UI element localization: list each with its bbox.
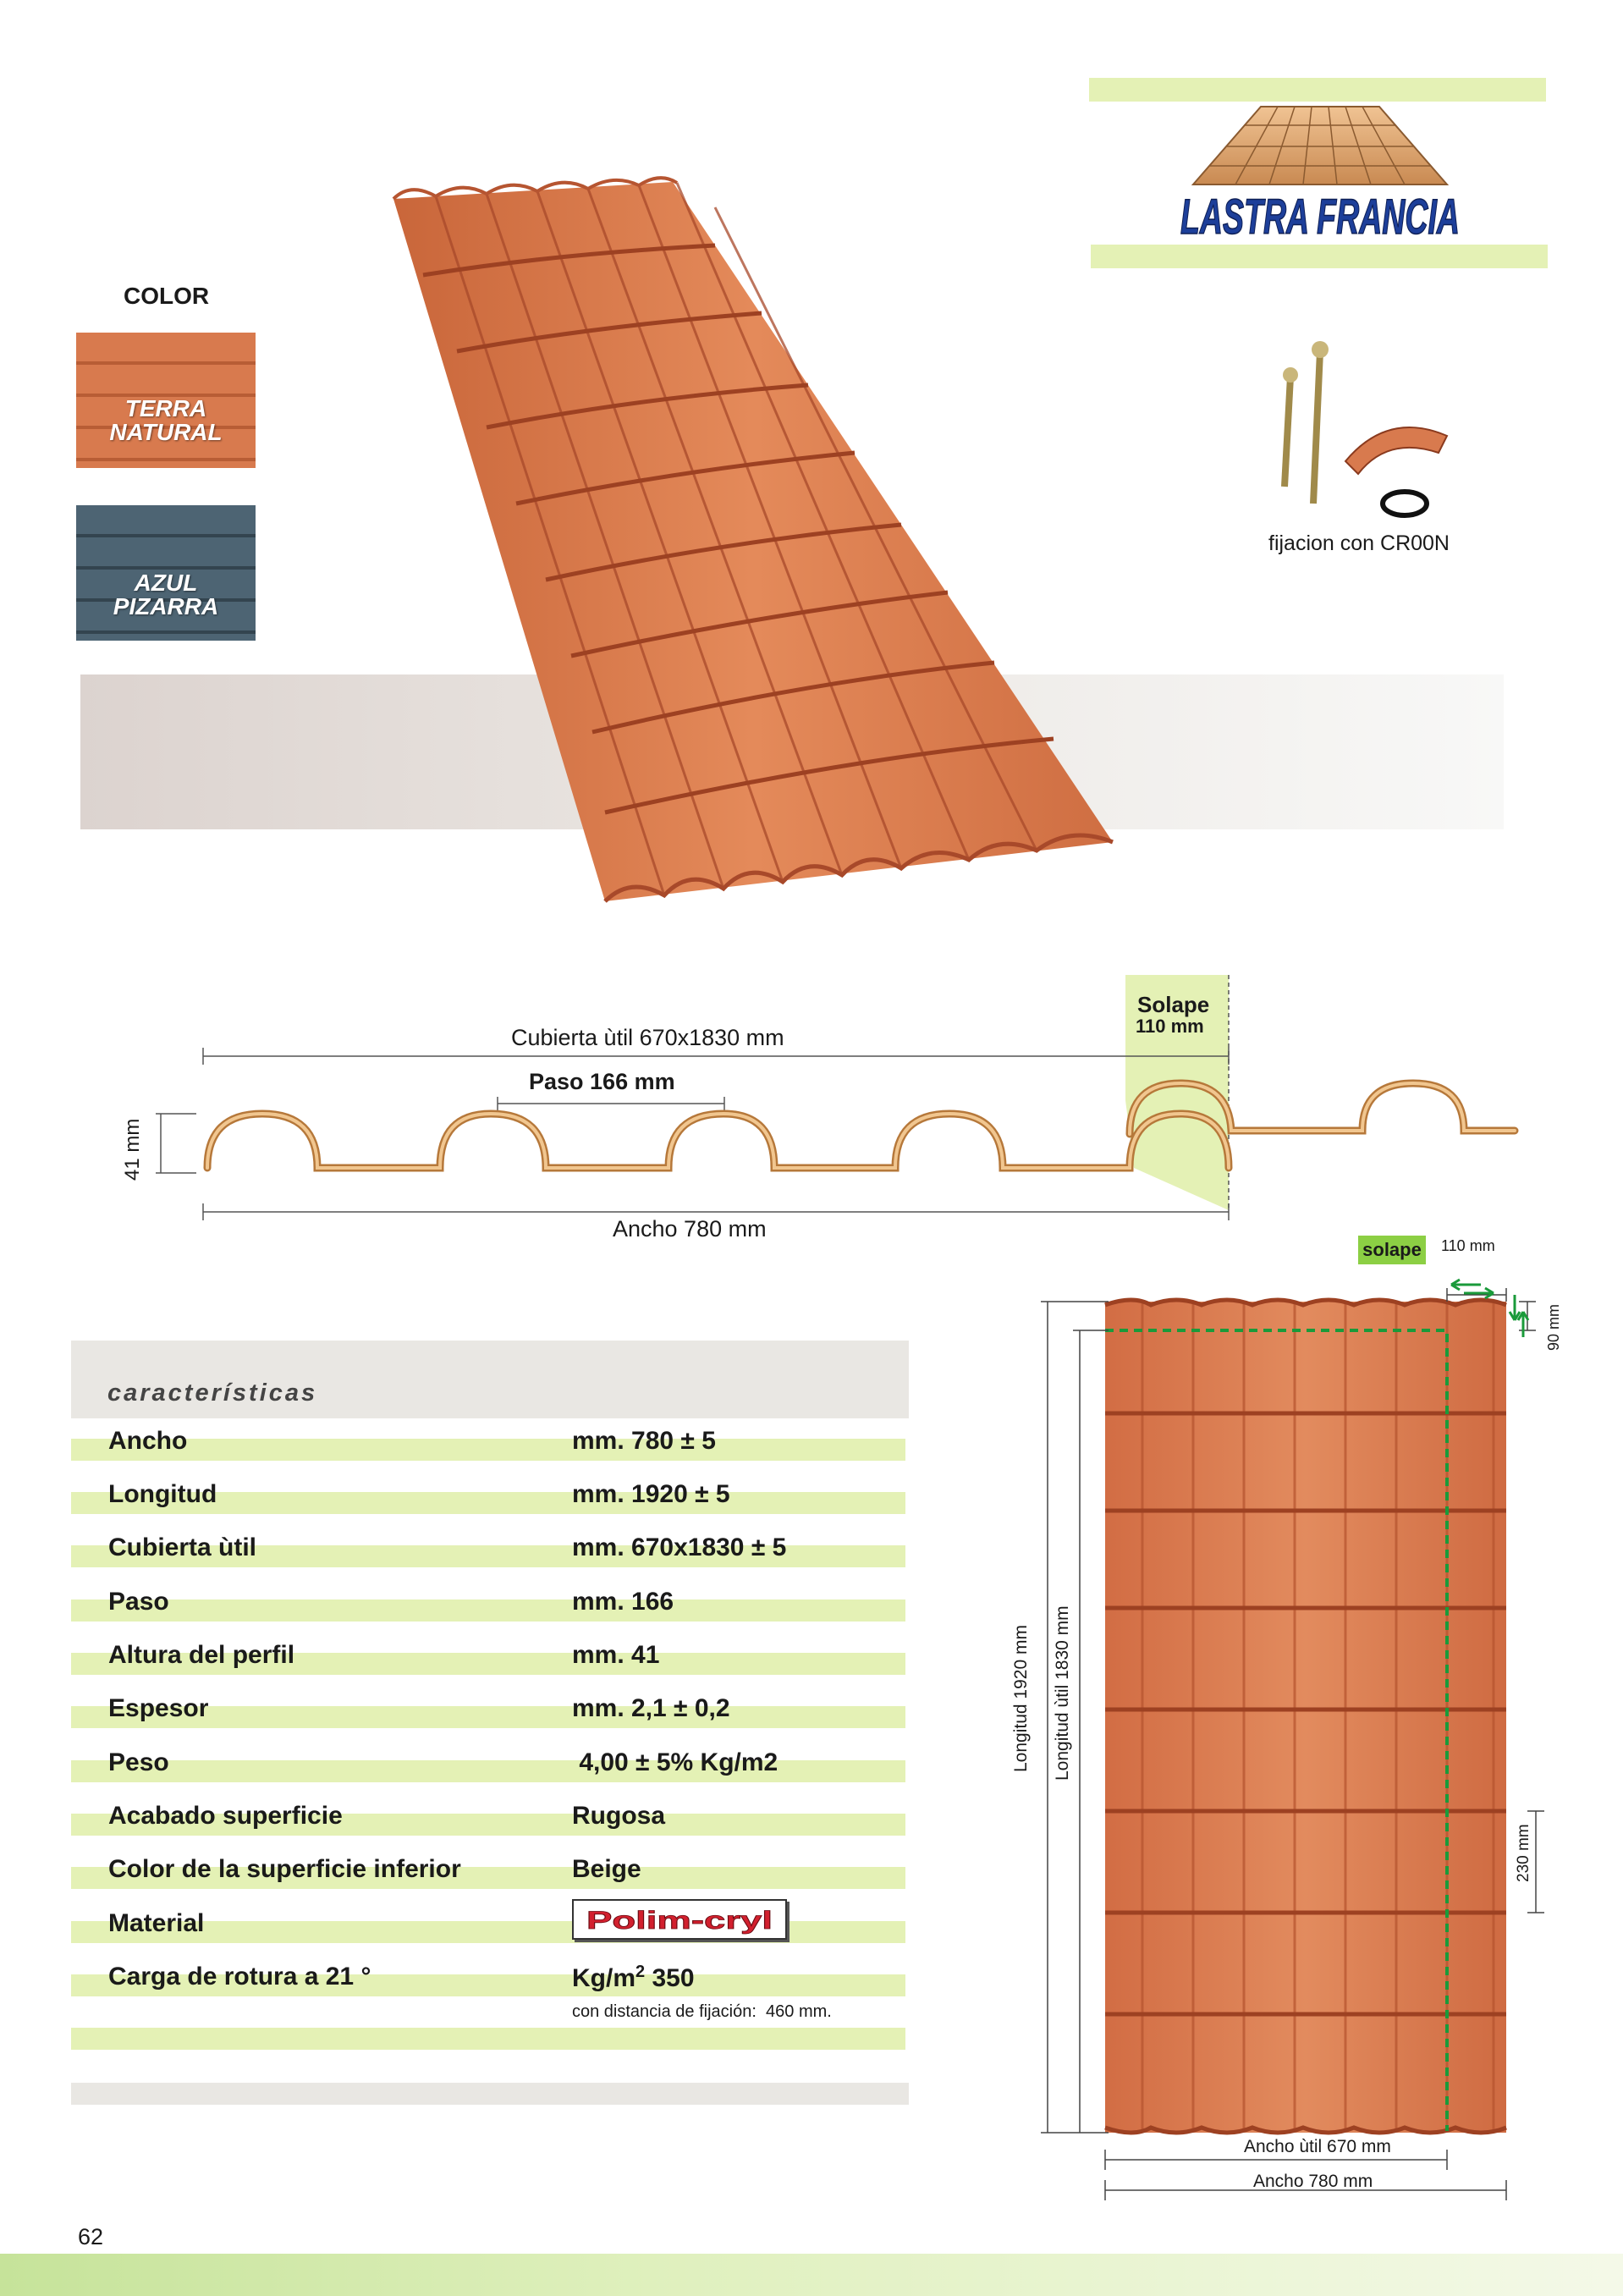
spec-label: Cubierta ùtil xyxy=(108,1533,257,1561)
fixing-hardware-image xyxy=(1252,326,1472,520)
logo-bar-bottom xyxy=(1091,245,1548,268)
swatch-terra-natural xyxy=(76,333,256,468)
spec-label: Paso xyxy=(108,1588,169,1616)
swatch-azul-line1: AZUL xyxy=(134,570,198,596)
spec-row xyxy=(71,1907,905,1943)
spec-row xyxy=(71,1588,905,1622)
spec-row xyxy=(71,1641,905,1675)
paso-dim: Paso 166 mm xyxy=(529,1069,675,1094)
step-dim: 230 mm xyxy=(1515,1824,1532,1882)
specs-heading: características xyxy=(107,1379,318,1407)
spec-label: Acabado superficie xyxy=(108,1802,343,1830)
spec-row xyxy=(71,1694,905,1728)
profile-diagram xyxy=(118,965,1523,1236)
cubierta-util-dim: Cubierta ùtil 670x1830 mm xyxy=(511,1025,784,1050)
spec-value: 4,00 ± 5% Kg/m2 xyxy=(572,1748,778,1776)
spec-value: mm. 780 ± 5 xyxy=(572,1427,716,1455)
spec-value: mm. 1920 ± 5 xyxy=(572,1480,730,1508)
ancho-dim: Ancho 780 mm xyxy=(613,1216,767,1242)
ancho-total-dim: Ancho 780 mm xyxy=(1253,2172,1373,2191)
spec-value: Beige xyxy=(572,1855,641,1883)
spec-label: Longitud xyxy=(108,1480,217,1508)
spec-label: Color de la superficie inferior xyxy=(108,1855,461,1883)
logo-bar-top xyxy=(1089,78,1546,102)
spec-value-unit: Kg/m xyxy=(572,1964,635,1992)
solape-tag: solape xyxy=(1358,1236,1426,1264)
brand-logo-text: LASTRA FRANCIA xyxy=(1180,190,1460,245)
spec-label: Peso xyxy=(108,1748,169,1776)
spec-value: mm. 2,1 ± 0,2 xyxy=(572,1694,730,1722)
spec-value-sup: 2 xyxy=(635,1963,646,1981)
spec-value: mm. 166 xyxy=(572,1588,674,1616)
spec-label: Espesor xyxy=(108,1694,209,1722)
swatch-azul-pizarra xyxy=(76,505,256,641)
spec-value: mm. 670x1830 ± 5 xyxy=(572,1533,787,1561)
spec-label: Carga de rotura a 21 ° xyxy=(108,1963,371,1990)
spec-row xyxy=(71,1427,905,1461)
spec-row xyxy=(71,1963,905,1996)
altura-dim: 41 mm xyxy=(121,1118,144,1181)
spec-label: Ancho xyxy=(108,1427,188,1455)
spec-row xyxy=(71,1855,905,1889)
spec-row xyxy=(71,1480,905,1514)
spec-row xyxy=(71,1802,905,1836)
spec-value-num: 350 xyxy=(645,1964,695,1992)
ancho-util-dim: Ancho ùtil 670 mm xyxy=(1244,2137,1391,2156)
spec-label: Material xyxy=(108,1909,205,1937)
footer-bar xyxy=(0,2254,1623,2296)
spec-label: Altura del perfil xyxy=(108,1641,295,1669)
roof-sheet-image xyxy=(385,173,1130,910)
solape-value: 110 mm xyxy=(1136,1016,1204,1037)
color-heading: COLOR xyxy=(124,283,210,309)
longitud-total-dim: Longitud 1920 mm xyxy=(1011,1625,1031,1772)
overlap-height-dim: 90 mm xyxy=(1545,1303,1562,1351)
material-logo xyxy=(572,1899,787,1940)
material-logo-text: Polim-cryl xyxy=(586,1907,773,1935)
swatch-azul-line2: PIZARRA xyxy=(113,593,219,619)
specs-footer-band xyxy=(71,2083,909,2105)
spec-row xyxy=(71,1748,905,1782)
brand-logo xyxy=(1168,100,1472,244)
page-number: 62 xyxy=(78,2224,104,2249)
spec-value: mm. 41 xyxy=(572,1641,660,1669)
spec-row-empty xyxy=(71,2028,905,2050)
fixing-caption: fijacion con CR00N xyxy=(1268,531,1450,555)
spec-note: con distancia de fijación: 460 mm. xyxy=(572,2002,832,2021)
spec-value xyxy=(572,1963,695,1993)
spec-value: Rugosa xyxy=(572,1802,666,1830)
solape-label: Solape xyxy=(1137,992,1210,1017)
longitud-util-dim: Longitud ùtil 1830 mm xyxy=(1053,1605,1072,1781)
swatch-terra-line1: TERRA xyxy=(124,395,207,421)
swatch-terra-line2: NATURAL xyxy=(109,419,223,445)
solape-width-dim: 110 mm xyxy=(1441,1237,1495,1254)
sheet-plan-diagram xyxy=(1024,1269,1608,2200)
spec-row xyxy=(71,1533,905,1567)
